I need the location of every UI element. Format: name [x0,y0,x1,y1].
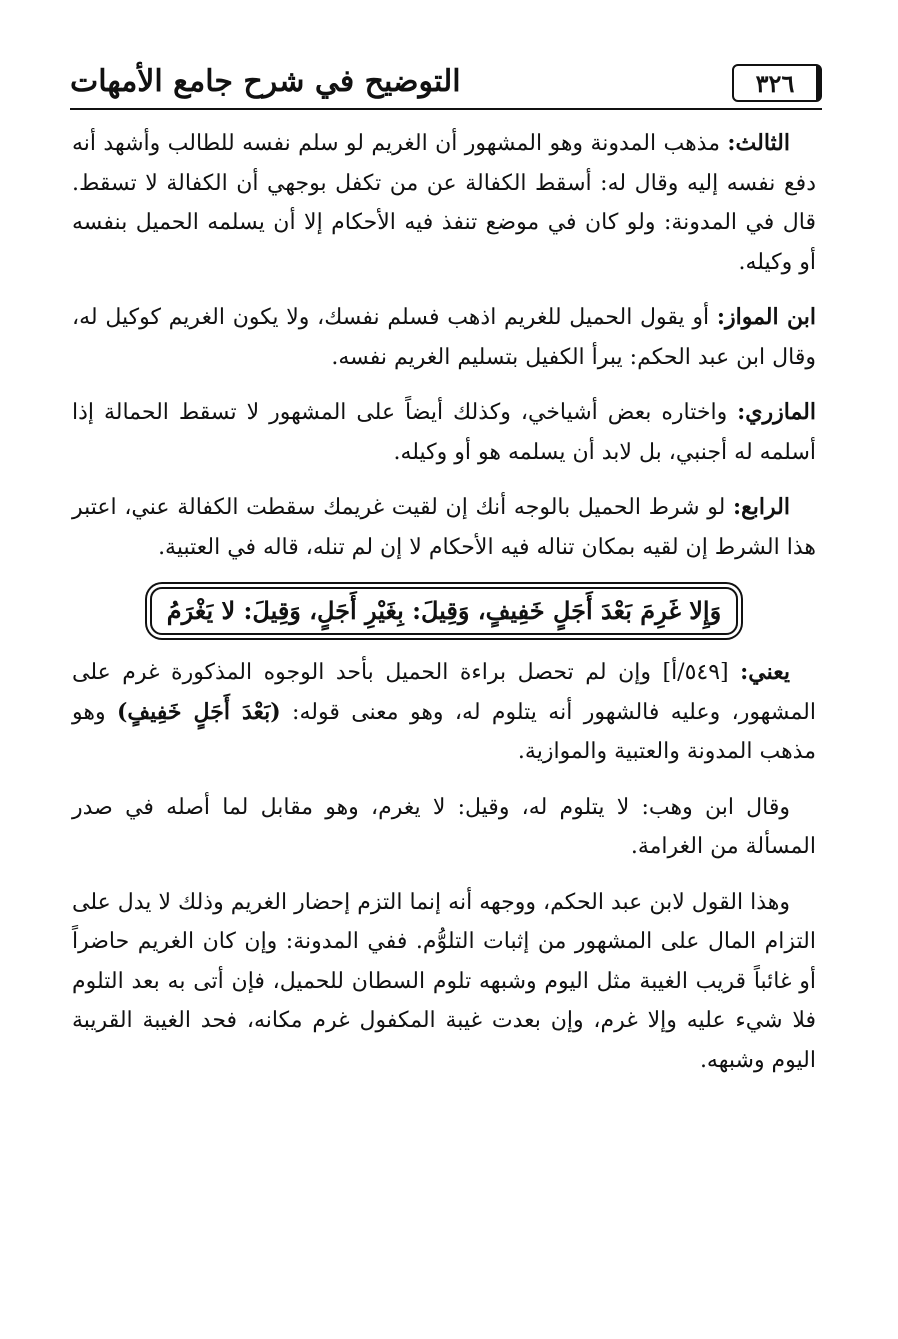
paragraph-lead: الثالث: [727,130,790,156]
paragraph-text: مذهب المدونة وهو المشهور أن الغريم لو سلم نفسه للطالب وأشهد أنه دفع نفسه إليه وقال له: أسقط الكفالة عن من تكفل بوجهي أن الكفالة لا تسقط. قال في المدونة: ولو كان في موضع تنفذ فيه الأحكام إلا أن يسلمه الحميل بنفسه أو وكيله. [72,131,816,275]
paragraph-text: واختاره بعض أشياخي، وكذلك أيضاً على المشهور لا تسقط الحمالة إذا أسلمه له أجنبي، بل لابد أن يسلمه هو أو وكيله. [72,400,816,465]
paragraph-al-mazari [72,393,816,472]
commentary-paragraph [72,788,816,867]
commentary-paragraph [72,653,816,772]
paragraph-text: وهو مذهب المدونة والعتبية والموازية. [72,699,816,764]
page-number: ٣٢٦ [755,68,795,98]
paragraph-text: وهذا القول لابن عبد الحكم، ووجهه أنه إنما التزم إحضار الغريم وذلك لا يدل على التزام المال على المشهور من إثبات التلوُّم. ففي المدونة: وإن كان الغريم حاضراً أو غائباً قريب الغيبة مثل اليوم وشبهه تلوم السطان للحميل، فإن أتى به بعد التلوم فلا شيء عليه وإلا غرم، وإن بعدت غيبة المكفول غرم مكانه، فحد الغيبة القريبة اليوم وشبهه. [72,889,816,1073]
page-number-box [732,64,822,102]
paragraph-text: أو يقول الحميل للغريم اذهب فسلم نفسك، ولا يكون الغريم كوكيل له، وقال ابن عبد الحكم: يبرأ الكفيل بتسليم الغريم نفسه. [72,305,816,370]
paragraph-fourth [72,488,816,567]
paragraph-ibn-al-mawwaz [72,298,816,377]
paragraph-text: وقال ابن وهب: لا يتلوم له، وقيل: لا يغرم، وهو مقابل لما أصله في صدر المسألة من الغرامة. [72,794,816,859]
quoted-matn: (بَعْدَ أَجَلٍ خَفِيفٍ) [116,698,281,725]
paragraph-lead: ابن المواز: [716,304,816,330]
paragraph-lead: المازري: [737,399,816,425]
commentary-paragraph [72,883,816,1081]
paragraph-third [72,124,816,282]
running-title: التوضيح في شرح جامع الأمهات [70,64,461,99]
paragraph-lead: يعني: [740,659,790,685]
paragraph-text: [٥٤٩/أ] وإن لم تحصل براءة الحميل بأحد الوجوه المذكورة غرم على المشهور، وعليه فالشهور أنه يتلوم له، وهو معنى قوله: [72,660,816,725]
matn-text-box: وَإِلا غَرِمَ بَعْدَ أَجَلٍ خَفِيفٍ، وَقِيلَ: بِغَيْرِ أَجَلٍ، وَقِيلَ: لا يَغْرَمُ [150,587,738,635]
paragraph-lead: الرابع: [732,494,790,520]
page-header [70,58,822,114]
header-rule [70,108,822,110]
page-body [72,124,816,1096]
paragraph-text: لو شرط الحميل بالوجه أنك إن لقيت غريمك سقطت الكفالة عني، اعتبر هذا الشرط إن لقيه بمكان تناله فيه الأحكام لا إن لم تنله، قاله في العتبية. [72,495,816,560]
